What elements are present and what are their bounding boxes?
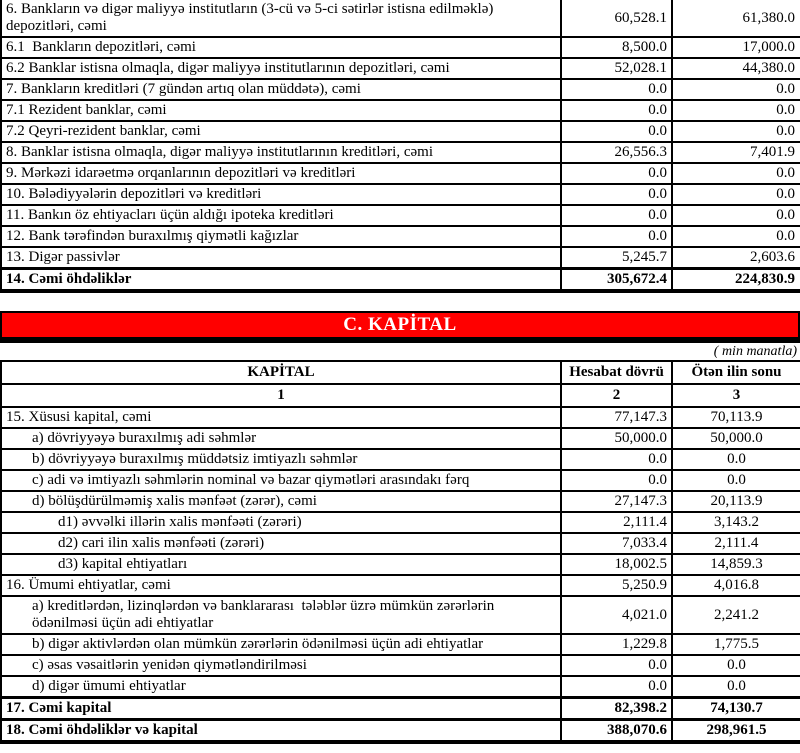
value-prior-year-end: 70,113.9 — [672, 407, 800, 428]
row-label: d2) cari ilin xalis mənfəəti (zərəri) — [1, 533, 561, 554]
capital-header-label: KAPİTAL — [1, 361, 561, 384]
capital-header-row — [1, 361, 800, 384]
row-label: 6.1 Bankların depozitləri, cəmi — [1, 37, 561, 58]
section-banner-title: C. KAPİTAL — [343, 314, 457, 335]
value-reporting-period: 8,500.0 — [561, 37, 672, 58]
value-prior-year-end: 20,113.9 — [672, 491, 800, 512]
value-reporting-period: 82,398.2 — [561, 698, 672, 720]
row-label: d1) əvvəlki illərin xalis mənfəəti (zərəri) — [1, 512, 561, 533]
table-row — [1, 575, 800, 596]
value-prior-year-end: 7,401.9 — [672, 142, 800, 163]
value-reporting-period: 0.0 — [561, 449, 672, 470]
section-banner — [0, 311, 800, 343]
value-prior-year-end: 0.0 — [672, 655, 800, 676]
value-prior-year-end: 0.0 — [672, 79, 800, 100]
value-prior-year-end: 0.0 — [672, 163, 800, 184]
value-prior-year-end: 2,603.6 — [672, 247, 800, 269]
value-prior-year-end: 14,859.3 — [672, 554, 800, 575]
capital-header-reporting-period: Hesabat dövrü — [561, 361, 672, 384]
value-reporting-period: 0.0 — [561, 184, 672, 205]
value-reporting-period: 5,245.7 — [561, 247, 672, 269]
row-label: 9. Mərkəzi idarəetmə orqanlarının depozitləri və kreditləri — [1, 163, 561, 184]
table-row — [1, 226, 800, 247]
row-label: d3) kapital ehtiyatları — [1, 554, 561, 575]
value-reporting-period: 0.0 — [561, 100, 672, 121]
column-number-3: 3 — [672, 384, 800, 407]
value-reporting-period: 0.0 — [561, 470, 672, 491]
column-number-2: 2 — [561, 384, 672, 407]
table-row — [1, 121, 800, 142]
table-row — [1, 596, 800, 634]
row-label: 7.2 Qeyri-rezident banklar, cəmi — [1, 121, 561, 142]
value-prior-year-end: 2,241.2 — [672, 596, 800, 634]
row-label: 18. Cəmi öhdəliklər və kapital — [1, 720, 561, 743]
value-reporting-period: 0.0 — [561, 676, 672, 698]
value-reporting-period: 305,672.4 — [561, 269, 672, 292]
table-row — [1, 554, 800, 575]
table-row — [1, 79, 800, 100]
table-row — [1, 184, 800, 205]
value-reporting-period: 0.0 — [561, 121, 672, 142]
unit-note: ( min manatla) — [713, 344, 797, 359]
table-row — [1, 720, 800, 743]
value-reporting-period: 18,002.5 — [561, 554, 672, 575]
value-prior-year-end: 44,380.0 — [672, 58, 800, 79]
row-label: 7. Bankların kreditləri (7 gündən artıq olan müddətə), cəmi — [1, 79, 561, 100]
value-prior-year-end: 298,961.5 — [672, 720, 800, 743]
row-label: 8. Banklar istisna olmaqla, digər maliyyə institutlarının kreditləri, cəmi — [1, 142, 561, 163]
value-reporting-period: 0.0 — [561, 205, 672, 226]
table-row — [1, 269, 800, 292]
value-prior-year-end: 2,111.4 — [672, 533, 800, 554]
row-label: c) əsas vəsaitlərin yenidən qiymətləndirilməsi — [1, 655, 561, 676]
table-row — [1, 470, 800, 491]
row-label: 13. Digər passivlər — [1, 247, 561, 269]
value-prior-year-end: 0.0 — [672, 100, 800, 121]
value-prior-year-end: 3,143.2 — [672, 512, 800, 533]
row-label: b) dövriyyəyə buraxılmış müddətsiz imtiyazlı səhmlər — [1, 449, 561, 470]
value-reporting-period: 27,147.3 — [561, 491, 672, 512]
value-reporting-period: 7,033.4 — [561, 533, 672, 554]
row-label: b) digər aktivlərdən olan mümkün zərərlərin ödənilməsi üçün adi ehtiyatlar — [1, 634, 561, 655]
table-row — [1, 533, 800, 554]
table-row — [1, 163, 800, 184]
row-label: 16. Ümumi ehtiyatlar, cəmi — [1, 575, 561, 596]
table-row — [1, 491, 800, 512]
table-row — [1, 205, 800, 226]
row-label: 6.2 Banklar istisna olmaqla, digər maliyyə institutlarının depozitləri, cəmi — [1, 58, 561, 79]
table-row — [1, 698, 800, 720]
value-prior-year-end: 224,830.9 — [672, 269, 800, 292]
table-row — [1, 0, 800, 37]
table-row — [1, 428, 800, 449]
row-label: 7.1 Rezident banklar, cəmi — [1, 100, 561, 121]
value-reporting-period: 60,528.1 — [561, 0, 672, 37]
table-row — [1, 247, 800, 269]
value-prior-year-end: 0.0 — [672, 205, 800, 226]
row-label: 14. Cəmi öhdəliklər — [1, 269, 561, 292]
value-reporting-period: 4,021.0 — [561, 596, 672, 634]
value-reporting-period: 50,000.0 — [561, 428, 672, 449]
liabilities-table — [0, 0, 800, 293]
row-label: 6. Bankların və digər maliyyə institutların (3-cü və 5-ci sətirlər istisna edilməklə) depozitləri, cəmi — [1, 0, 561, 37]
value-reporting-period: 0.0 — [561, 655, 672, 676]
value-reporting-period: 26,556.3 — [561, 142, 672, 163]
value-reporting-period: 0.0 — [561, 163, 672, 184]
value-reporting-period: 0.0 — [561, 79, 672, 100]
row-label: 10. Bələdiyyələrin depozitləri və kreditləri — [1, 184, 561, 205]
table-row — [1, 449, 800, 470]
table-row — [1, 100, 800, 121]
row-label: 17. Cəmi kapital — [1, 698, 561, 720]
value-prior-year-end: 50,000.0 — [672, 428, 800, 449]
value-prior-year-end: 0.0 — [672, 470, 800, 491]
row-label: a) kreditlərdən, lizinqlərdən və banklararası tələblər üzrə mümkün zərərlərin ödənilməsi üçün adi ehtiyatlar — [1, 596, 561, 634]
value-reporting-period: 0.0 — [561, 226, 672, 247]
value-reporting-period: 388,070.6 — [561, 720, 672, 743]
value-prior-year-end: 0.0 — [672, 226, 800, 247]
table-row — [1, 407, 800, 428]
column-number-1: 1 — [1, 384, 561, 407]
table-row — [1, 37, 800, 58]
table-row — [1, 512, 800, 533]
capital-table — [0, 360, 800, 744]
row-label: d) digər ümumi ehtiyatlar — [1, 676, 561, 698]
value-reporting-period: 77,147.3 — [561, 407, 672, 428]
value-reporting-period: 5,250.9 — [561, 575, 672, 596]
value-reporting-period: 52,028.1 — [561, 58, 672, 79]
value-prior-year-end: 74,130.7 — [672, 698, 800, 720]
capital-column-numbers-row — [1, 384, 800, 407]
table-row — [1, 676, 800, 698]
value-prior-year-end: 0.0 — [672, 184, 800, 205]
value-prior-year-end: 1,775.5 — [672, 634, 800, 655]
row-label: 11. Bankın öz ehtiyacları üçün aldığı ipoteka kreditləri — [1, 205, 561, 226]
value-prior-year-end: 0.0 — [672, 121, 800, 142]
value-prior-year-end: 0.0 — [672, 676, 800, 698]
row-label: c) adi və imtiyazlı səhmlərin nominal və bazar qiymətləri arasındakı fərq — [1, 470, 561, 491]
table-row — [1, 58, 800, 79]
value-prior-year-end: 61,380.0 — [672, 0, 800, 37]
row-label: d) bölüşdürülməmiş xalis mənfəət (zərər), cəmi — [1, 491, 561, 512]
value-prior-year-end: 0.0 — [672, 449, 800, 470]
value-reporting-period: 1,229.8 — [561, 634, 672, 655]
row-label: a) dövriyyəyə buraxılmış adi səhmlər — [1, 428, 561, 449]
capital-header-prior-year-end: Ötən ilin sonu — [672, 361, 800, 384]
value-prior-year-end: 17,000.0 — [672, 37, 800, 58]
row-label: 15. Xüsusi kapital, cəmi — [1, 407, 561, 428]
value-reporting-period: 2,111.4 — [561, 512, 672, 533]
table-row — [1, 634, 800, 655]
value-prior-year-end: 4,016.8 — [672, 575, 800, 596]
table-row — [1, 655, 800, 676]
row-label: 12. Bank tərəfindən buraxılmış qiymətli kağızlar — [1, 226, 561, 247]
table-row — [1, 142, 800, 163]
